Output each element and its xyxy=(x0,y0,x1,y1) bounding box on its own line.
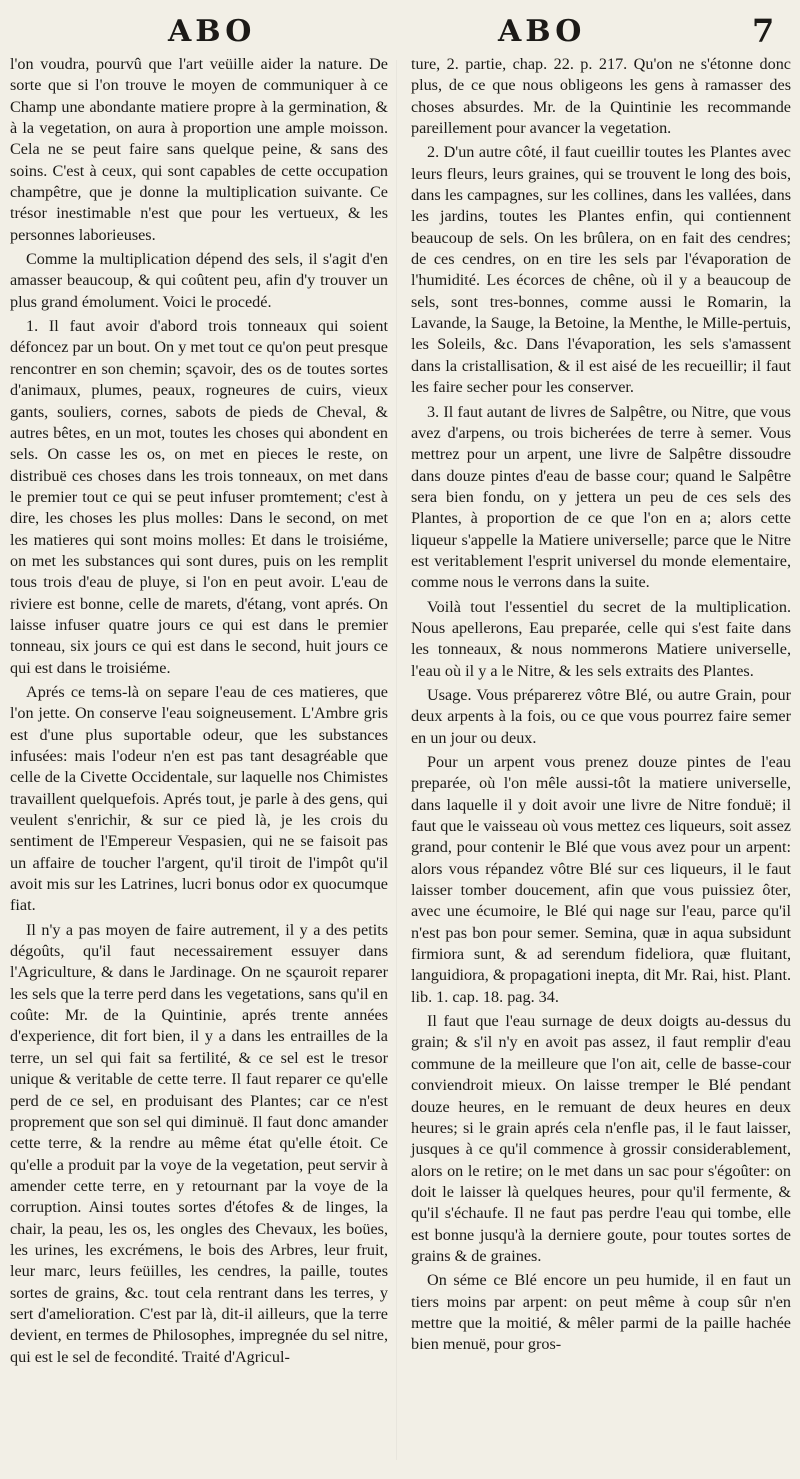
running-header xyxy=(0,0,800,58)
right-running-head: ABO xyxy=(498,14,586,49)
paragraph: l'on voudra, pourvû que l'art veüille aider la nature. De sorte que si l'on trouve le moyen de communiquer à ce Champ une abondante matiere propre à la germination, & à la vegetation, on aura à proportion une ample moisson. Cela ne se peut faire sans quelque peine, & sans des soins. C'est à ceux, qui sont capables de cette occupation champêtre, que je donne la multiplication suivante. Ce trésor inestimable n'est que pour les vertueux, & les personnes laborieuses. xyxy=(10,55,388,244)
paragraph: 2. D'un autre côté, il faut cueillir toutes les Plantes avec leurs fleurs, leurs graines, qui se trouvent le long des bois, dans les campagnes, sur les collines, dans les vallées, dans les jardins, toutes les Plantes enfin, qui contiennent beaucoup de sels. On les brûlera, on en fait des cendres; de ces cendres, on en tire les sels par l'évaporation de l'humidité. Les écorces de chêne, où il y a beaucoup de sels, sont tres-bonnes, comme aussi le Romarin, la Lavande, la Sauge, la Betoine, la Menthe, le Mille-pertuis, les Soleils, &c. Dans l'évaporation, les sels s'amassent dans la cristallisation, & il est aisé de les recueillir; il faut les faire secher pour les conserver. xyxy=(411,143,791,397)
paragraph: 3. Il faut autant de livres de Salpêtre, ou Nitre, que vous avez d'arpens, ou trois bicherées de terre à semer. Vous mettrez pour un arpent, une livre de Salpêtre dissoudre dans douze pintes d'eau de basse cour; quand le Salpêtre sera bien fondu, on y jettera un peu de ces sels des Plantes, à proportion de ce que l'on en a; alors cette liqueur s'appelle la Matiere universelle; parce que le Nitre est veritablement l'esprit universel du monde elementaire, comme nous le verrons dans la suite. xyxy=(411,402,791,592)
paragraph: Comme la multiplication dépend des sels, il s'agit d'en amasser beaucoup, & qui coûtent peu, afin d'y trouver un plus grand émolument. Voici le procedé. xyxy=(10,250,388,311)
paragraph: Pour un arpent vous prenez douze pintes de l'eau preparée, où l'on mêle aussi-tôt la matiere universelle, dans laquelle il y doit avoir une livre de Nitre fonduë; il faut que le vaisseau où vous mettez ces liqueurs, soit assez grand, pour contenir le Blé que vous avez pour un arpent: alors vous répandez vôtre Blé sur ces liqueurs, il le faut laisser tomber doucement, afin que vous puissiez ôter, avec une écumoire, le Blé qui nage sur l'eau, parce qu'il n'est pas bon pour semer. Semina, quæ in aqua subsidunt firmiora sunt, & ad serendum fideliora, quæ fluitant, languidiora, & propagationi inepta, dit Mr. Rai, hist. Plant. lib. 1. cap. 18. pag. 34. xyxy=(411,753,791,1006)
paragraph: Il n'y a pas moyen de faire autrement, il y a des petits dégoûts, qu'il faut necessairement essuyer dans l'Agriculture, & dans le Jardinage. On ne sçauroit reparer les sels que la terre perd dans les vegetations, sans qu'il en coûte: Mr. de la Quintinie, aprés trente années d'experience, dit fort bien, il y a dans les entrailles de la terre, un sel qui fait sa fertilité, & ce sel est le tresor unique & veritable de cette terre. Il faut reparer ce qu'elle perd de ce sel, en produisant des Plantes; car ce n'est proprement que son sel qui diminuë. Il faut donc amander cette terre, & la rendre au même état qu'elle étoit. Ce qu'elle a produit par la voye de la vegetation, peut servir à amender cette terre, en y retournant par la voye de la corruption. Ainsi toutes sortes d'étofes & de linges, la chair, la peau, les os, les ongles des Chevaux, les boües, les urines, les excrémens, le bois des Arbres, leur fruit, leur marc, leurs feüilles, les cendres, la paille, toutes sortes de grains, &c. tout cela rentrant dans les terres, y sert d'amelioration. C'est par là, dit-il ailleurs, que la terre devient, en termes de Philosophes, impregnée du sel nitre, qui est le sel de fecondité. Traité d'Agricul- xyxy=(10,920,388,1366)
paragraph: Voilà tout l'essentiel du secret de la multiplication. Nous apellerons, Eau preparée, celle qui s'est faite dans les tonneaux, & nous nommerons Matiere universelle, l'eau où il y a le Nitre, & les sels extraits des Plantes. xyxy=(411,597,791,680)
left-running-head: ABO xyxy=(168,14,256,49)
paragraph: ture, 2. partie, chap. 22. p. 217. Qu'on ne s'étonne donc plus, de ce que nous obligeons les gens à ramasser des choses absurdes. Mr. de la Quintinie les recommande pareillement pour avancer la vegetation. xyxy=(411,55,791,138)
column-gutter xyxy=(396,60,397,1460)
paragraph: Il faut que l'eau surnage de deux doigts au-dessus du grain; & s'il n'y en avoit pas assez, il faut remplir d'eau commune de la meilleure que l'on ait, celle de basse-cour conviendroit mieux. On laisse tremper le Blé pendant douze heures, en le remuant de deux heures en deux heures; si le grain aprés cela n'enfle pas, il le faut laisser, jusques à ce qu'il commence à grossir considerablement, alors on le retire; on le met dans un sac pour s'égoûter: on doit le laisser là quelques heures, pour qu'il fermente, & qu'il s'échaufe. Il ne faut pas perdre l'eau qui tombe, elle est bonne jusqu'à la derniere goute, pour toutes sortes de grains & de graines. xyxy=(411,1012,791,1265)
paragraph: On séme ce Blé encore un peu humide, il en faut un tiers moins par arpent: on peut même à coup sûr n'en mettre que la moitié, & mêler parmi de la paille hachée bien menuë, pour gros- xyxy=(411,1271,791,1354)
paragraph: 1. Il faut avoir d'abord trois tonneaux qui soient défoncez par un bout. On y met tout ce qu'on peut presque rencontrer en son chemin; sçavoir, des os de toutes sortes d'animaux, plumes, peaux, rogneures de cuirs, vieux gants, souliers, cornes, sabots de pieds de Cheval, & autres bêtes, en un mot, toutes les choses qui abondent en sels. On casse les os, on met en pieces le reste, on distribuë ces choses dans les trois tonneaux, on met dans le premier tout ce qui se peut infuser promtement; c'est à dire, les choses les plus molles: Dans le second, on met les matieres qui sont moins molles: Et dans le troisiéme, on met les substances qui sont dures, puis on les remplit tous trois d'eau de pluye, si l'on en peut avoir. L'eau de riviere est bonne, celle de marets, d'étang, vont aprés. On laisse infuser quatre jours ce qui est dans le premier tonneau, six jours ce qui est dans le second, huit jours ce qui est dans le troisiéme. xyxy=(10,317,388,677)
paragraph: Aprés ce tems-là on separe l'eau de ces matieres, que l'on jette. On conserve l'eau soigneusement. L'Ambre gris est d'une plus suportable odeur, que les substances infusées: mais l'odeur n'en est pas tant desagréable que celle de la Civette Occidentale, sur laquelle nos Chimistes travaillent quelquefois. Aprés tout, je parle à des gens, qui veulent s'enrichir, & sur ce pied là, je les crois du sentiment de l'Empereur Vespasien, qui ne se faisoit pas un affaire de toucher l'argent, qu'il tiroit de l'impôt qu'il avoit mis sur les Latrines, lucri bonus odor ex quocumque fiat. xyxy=(10,682,388,915)
page-number: 7 xyxy=(752,12,775,50)
right-text-column xyxy=(411,54,791,1356)
left-text-column xyxy=(10,54,388,1368)
paragraph: Usage. Vous préparerez vôtre Blé, ou autre Grain, pour deux arpents à la fois, ou ce que vous pourrez faire semer en un jour ou deux. xyxy=(411,685,791,747)
